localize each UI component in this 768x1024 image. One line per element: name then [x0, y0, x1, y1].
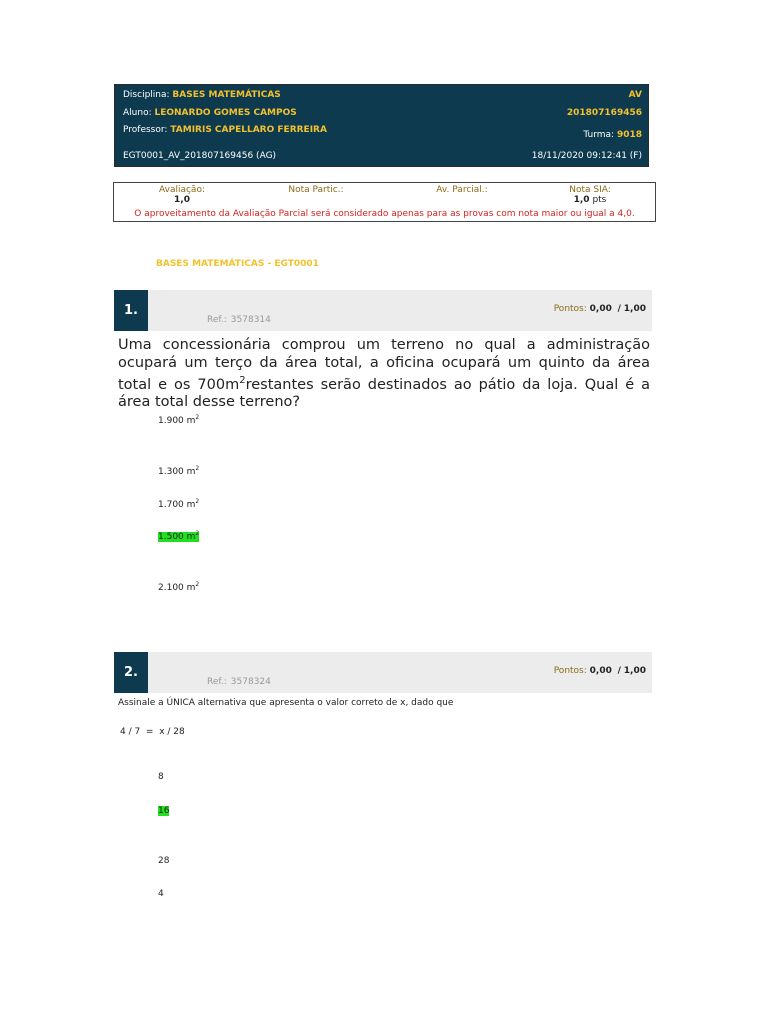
turma-value: 9018 [616, 130, 642, 140]
nota-sia-col [560, 185, 620, 205]
question-1-number: 1. [114, 290, 148, 331]
question-2-points [554, 666, 646, 676]
option-text: 2.100 m [158, 583, 196, 593]
question-1-text-a: Uma concessionária comprou um terreno no qual a administração ocupará um terço da área total, a oficina ocupará um quinto da área total e os 700m [118, 337, 650, 393]
option-text: 1.900 m [158, 416, 196, 426]
question-2-option[interactable] [158, 772, 164, 782]
question-2-ref [203, 677, 271, 687]
option-sup: 2 [195, 530, 200, 537]
exam-code: EGT0001_AV_201807169456 (AG) [123, 151, 277, 161]
aluno-value: LEONARDO GOMES CAMPOS [154, 108, 297, 118]
exam-date: 18/11/2020 09:12:41 (F) [531, 151, 642, 161]
question-2-number: 2. [114, 652, 148, 693]
option-text: 28 [158, 856, 170, 866]
turma-label: Turma: [583, 130, 615, 140]
disciplina-value: BASES MATEMÁTICAS [172, 90, 281, 100]
professor-value: TAMIRIS CAPELLARO FERREIRA [170, 125, 327, 135]
question-1-option[interactable] [158, 498, 199, 510]
question-1-points [554, 304, 646, 314]
option-text [158, 532, 199, 542]
option-text: 1.700 m [158, 500, 196, 510]
option-sup: 2 [195, 581, 200, 588]
points-value: 0,00 [589, 666, 612, 676]
points-label: Pontos: [553, 666, 587, 676]
option-sup: 2 [195, 498, 200, 505]
question-2-option-highlighted[interactable] [158, 806, 169, 816]
exam-type: AV [628, 90, 642, 100]
matricula: 201807169456 [566, 108, 642, 118]
points-sep: / [617, 304, 621, 314]
grade-note: O aproveitamento da Avaliação Parcial será considerado apenas para as provas com nota maior ou igual a 4,0. [134, 209, 635, 219]
question-1-text-sup: 2 [239, 375, 246, 386]
header-row-professor [123, 125, 642, 140]
ref-value: 3578314 [230, 315, 271, 325]
question-1-option[interactable] [158, 581, 199, 593]
option-sup: 2 [195, 414, 200, 421]
avaliacao-label: Avaliação: [159, 185, 205, 195]
nota-sia-unit: pts [592, 195, 607, 205]
header-row-codigo [123, 151, 642, 161]
grade-summary [113, 182, 656, 222]
question-1-option-highlighted[interactable] [158, 530, 199, 542]
nota-partic-col [282, 185, 350, 195]
option-text: 1.300 m [158, 467, 196, 477]
disciplina-label: Disciplina: [123, 90, 170, 100]
points-max: 1,00 [623, 666, 646, 676]
ref-value: 3578324 [230, 677, 271, 687]
ref-label: Ref.: [207, 677, 227, 687]
header-row-disciplina [123, 90, 642, 100]
nota-partic-label: Nota Partic.: [288, 185, 344, 195]
question-1-option[interactable] [158, 465, 199, 477]
question-1-option[interactable] [158, 414, 199, 426]
question-2-option[interactable] [158, 889, 164, 899]
nota-sia-label: Nota SIA: [569, 185, 611, 195]
question-2-equation: 4 / 7 = x / 28 [120, 727, 185, 737]
header-row-aluno [123, 108, 642, 118]
ref-label: Ref.: [207, 315, 227, 325]
option-text: 8 [158, 772, 164, 782]
aluno-label: Aluno: [123, 108, 152, 118]
course-title: BASES MATEMÁTICAS - EGT0001 [156, 259, 319, 269]
avaliacao-value: 1,0 [174, 195, 190, 205]
question-1-ref [203, 315, 271, 325]
points-max: 1,00 [623, 304, 646, 314]
question-1-bar [114, 290, 652, 331]
avaliacao-col [158, 185, 206, 205]
professor-label: Professor: [123, 125, 168, 135]
nota-sia-value: 1,0 [573, 195, 590, 205]
option-text: 16 [158, 806, 170, 816]
option-sup: 2 [195, 465, 200, 472]
av-parcial-label: Av. Parcial.: [436, 185, 488, 195]
question-2-text: Assinale a ÚNICA alternativa que apresenta o valor correto de x, dado que [118, 698, 454, 708]
points-sep: / [617, 666, 621, 676]
option-text: 4 [158, 889, 164, 899]
points-value: 0,00 [589, 304, 612, 314]
question-1-text [118, 337, 650, 412]
av-parcial-col [430, 185, 494, 195]
question-2-option[interactable] [158, 856, 169, 866]
points-label: Pontos: [553, 304, 587, 314]
question-1-text-b: restantes serão destinados ao pátio da loja. Qual é a área total desse terreno? [118, 376, 650, 411]
option-text-value: 1.500 m [158, 532, 196, 542]
exam-header [114, 84, 649, 167]
question-2-bar [114, 652, 652, 693]
